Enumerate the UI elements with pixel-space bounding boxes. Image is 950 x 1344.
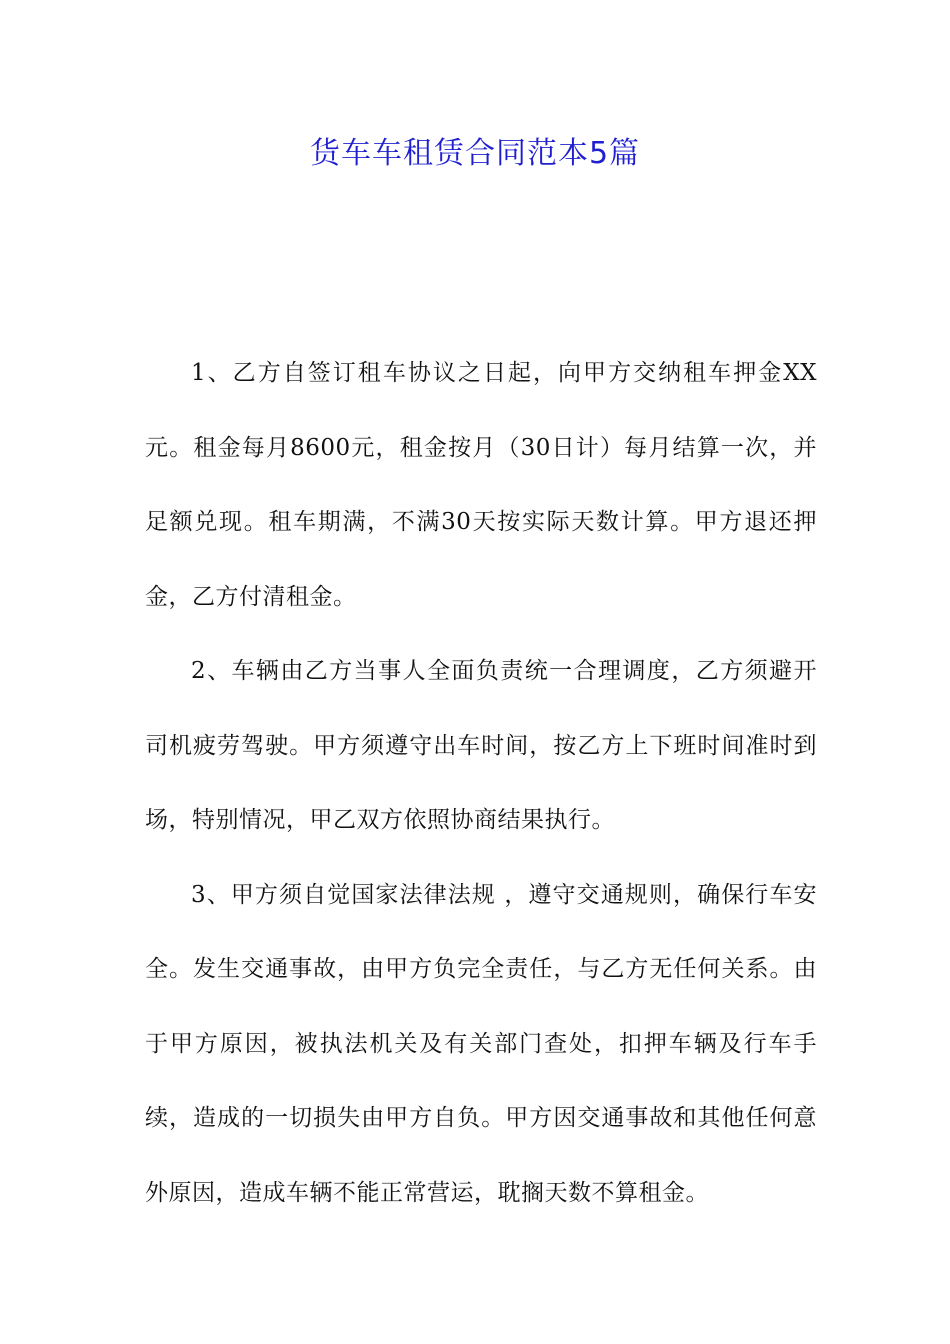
paragraph-3: 3、甲方须自觉国家法律法规 ，遵守交通规则，确保行车安全。发生交通事故，由甲方负完全责任，与乙方无任何关系。由于甲方原因，被执法机关及有关部门查处，扣押车辆及行车手续，造成的一切损失由甲方自负。甲方因交通事故和其他任何意外原因，造成车辆不能正常营运，耽搁天数不算租金。 xyxy=(145,881,817,1206)
paragraph-1: 1、乙方自签订租车协议之日起，向甲方交纳租车押金XX元。租金每月8600元，租金按月（30日计）每月结算一次，并足额兑现。租车期满，不满30天按实际天数计算。甲方退还押金，乙方付清租金。 xyxy=(145,360,817,610)
document-body xyxy=(145,336,817,1230)
paragraph-2: 2、车辆由乙方当事人全面负责统一合理调度，乙方须避开司机疲劳驾驶。甲方须遵守出车时间，按乙方上下班时间准时到场，特别情况，甲乙双方依照协商结果执行。 xyxy=(145,658,817,833)
document-title: 货车车租赁合同范本5篇 xyxy=(309,136,641,171)
